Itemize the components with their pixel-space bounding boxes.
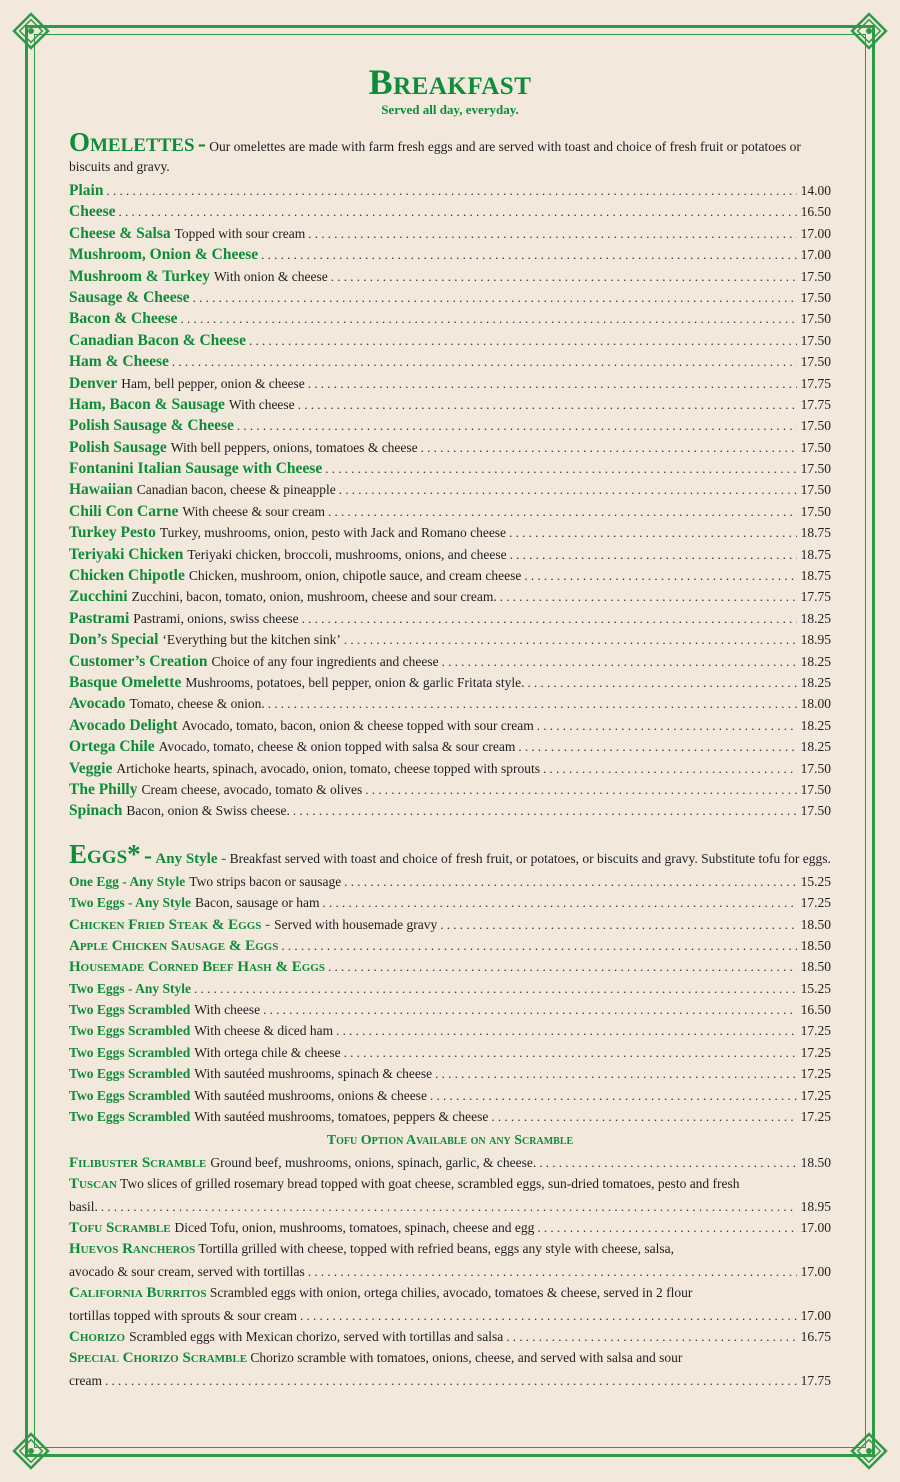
- dot-leader: [194, 981, 797, 997]
- menu-item: [69, 567, 831, 588]
- item-name: Chicken Chipotle: [69, 567, 185, 585]
- item-price: 17.25: [800, 1044, 831, 1060]
- menu-item: [69, 417, 831, 438]
- menu-item: [69, 332, 831, 353]
- item-price: 18.25: [800, 653, 831, 669]
- dot-leader: [181, 311, 797, 327]
- item-name: Hawaiian: [69, 481, 133, 499]
- item-description: Two strips bacon or sausage: [189, 873, 342, 889]
- item-price: 18.25: [800, 717, 831, 733]
- dot-leader: [344, 874, 796, 890]
- item-name: One Egg - Any Style: [69, 873, 186, 889]
- page-title: Breakfast: [368, 62, 532, 102]
- item-name: Tofu Scramble: [69, 1219, 171, 1236]
- item-name: Ham & Cheese: [69, 353, 169, 371]
- dot-leader: [421, 440, 797, 456]
- item-price: 18.50: [800, 959, 831, 975]
- menu-item: [69, 353, 831, 374]
- dot-leader: [528, 675, 797, 691]
- item-price: 17.25: [800, 1087, 831, 1103]
- dot-leader: [328, 504, 797, 520]
- menu-item: [69, 182, 831, 203]
- menu-item: [69, 802, 831, 823]
- item-description: Ham, bell pepper, onion & cheese: [121, 375, 305, 391]
- item-price: 17.00: [800, 1307, 831, 1323]
- omelettes-dash: -: [197, 131, 206, 157]
- menu-item: [69, 1326, 831, 1347]
- item-name: Bacon & Cheese: [69, 310, 178, 328]
- item-description: With ortega chile & cheese: [194, 1044, 341, 1060]
- item-price: 18.50: [800, 916, 831, 932]
- menu-item: [69, 310, 831, 331]
- item-name: Canadian Bacon & Cheese: [69, 331, 246, 349]
- dot-leader: [336, 1023, 796, 1039]
- item-description: Bacon, sausage or ham: [195, 895, 320, 911]
- corner-ornament-icon: [8, 8, 54, 54]
- menu-item: [69, 289, 831, 310]
- item-price: 17.25: [800, 1109, 831, 1125]
- item-price: 16.50: [800, 204, 831, 220]
- item-description: Chorizo scramble with tomatoes, onions, cheese, and served with salsa and sour: [250, 1350, 683, 1366]
- item-price: 18.75: [800, 568, 831, 584]
- dot-leader: [308, 1261, 797, 1282]
- menu-item: [69, 268, 831, 289]
- item-price: 17.50: [800, 289, 831, 305]
- item-description: Avocado, tomato, cheese & onion topped with salsa & sour cream: [158, 739, 516, 755]
- menu-item: [69, 375, 831, 396]
- dot-leader: [365, 782, 796, 798]
- item-price: 18.75: [800, 546, 831, 562]
- menu-item: [69, 781, 831, 802]
- item-price: 17.25: [800, 895, 831, 911]
- item-price: 17.50: [800, 781, 831, 797]
- dot-leader: [339, 482, 797, 498]
- item-description: With cheese: [228, 396, 295, 412]
- menu-item: [69, 981, 831, 1002]
- item-description-tail: basil.: [69, 1198, 98, 1214]
- item-price: 18.95: [800, 632, 831, 648]
- omelettes-list: [69, 182, 831, 824]
- menu-item: [69, 717, 831, 738]
- dot-leader: [263, 1002, 797, 1018]
- item-price: 17.50: [800, 439, 831, 455]
- item-name: The Philly: [69, 780, 138, 798]
- omelettes-title: Omelettes: [69, 127, 195, 157]
- item-description: Tomato, cheese & onion.: [129, 696, 265, 712]
- item-name: Chorizo: [69, 1328, 126, 1345]
- item-description: Mushrooms, potatoes, bell pepper, onion & garlic Fritata style.: [185, 674, 525, 690]
- item-price: 16.75: [800, 1328, 831, 1344]
- item-name: Cheese & Salsa: [69, 224, 171, 242]
- item-description: Ground beef, mushrooms, onions, spinach, garlic, & cheese.: [210, 1154, 537, 1170]
- menu-item: [69, 610, 831, 631]
- item-name: Pastrami: [69, 609, 130, 627]
- menu-item: [69, 1282, 831, 1326]
- item-name: Two Eggs - Any Style: [69, 895, 192, 911]
- item-description: Choice of any four ingredients and cheese: [211, 653, 439, 669]
- item-price: 15.25: [800, 980, 831, 996]
- dot-leader: [500, 589, 797, 605]
- dot-leader: [509, 525, 797, 541]
- menu-item: [69, 1088, 831, 1109]
- menu-item: [69, 460, 831, 481]
- dot-leader: [537, 718, 797, 734]
- item-price: 17.75: [800, 375, 831, 391]
- item-description: ‘Everything but the kitchen sink’: [162, 632, 341, 648]
- item-description: With sautéed mushrooms, spinach & cheese: [194, 1066, 433, 1082]
- item-name: California Burritos: [69, 1285, 207, 1302]
- menu-item: [69, 959, 831, 980]
- menu-item: [69, 439, 831, 460]
- item-description: Served with housemade gravy: [274, 916, 438, 932]
- dot-leader: [293, 803, 797, 819]
- dot-leader: [510, 547, 797, 563]
- dot-leader: [308, 226, 796, 242]
- item-name: Filibuster Scramble: [69, 1154, 207, 1171]
- item-name: Special Chorizo Scramble: [69, 1350, 248, 1367]
- menu-item: [69, 1045, 831, 1066]
- item-price: 17.75: [800, 1372, 831, 1388]
- item-name: Housemade Corned Beef Hash & Eggs: [69, 959, 325, 976]
- item-description: Scrambled eggs with onion, ortega chilies, avocado, tomatoes & cheese, served in 2 flour: [209, 1285, 693, 1301]
- item-description: With cheese & sour cream: [182, 503, 326, 519]
- item-name: Veggie: [69, 759, 113, 777]
- item-price: 18.25: [800, 674, 831, 690]
- dot-leader: [518, 739, 796, 755]
- item-name: Ortega Chile: [69, 738, 155, 756]
- item-description: Avocado, tomato, bacon, onion & cheese topped with sour cream: [181, 717, 534, 733]
- item-price: 18.25: [800, 610, 831, 626]
- item-description: With cheese & diced ham: [194, 1023, 334, 1039]
- dot-leader: [328, 959, 797, 975]
- item-price: 17.50: [800, 268, 831, 284]
- omelettes-header: [69, 127, 831, 177]
- item-name: Two Eggs Scrambled: [69, 1066, 191, 1082]
- menu-item: [69, 1152, 831, 1173]
- menu-item: [69, 938, 831, 959]
- menu-item: [69, 1066, 831, 1087]
- item-name: Plain: [69, 182, 104, 199]
- eggs-tag: Any Style -: [155, 850, 227, 867]
- menu-item: [69, 695, 831, 716]
- item-name: Turkey Pesto: [69, 524, 156, 542]
- item-price: 17.00: [800, 247, 831, 263]
- item-price: 17.50: [800, 482, 831, 498]
- dot-leader: [101, 1196, 797, 1217]
- tofu-note: Tofu Option Available on any Scramble: [326, 1133, 574, 1149]
- menu-item: [69, 481, 831, 502]
- menu-item: [69, 674, 831, 695]
- eggs-dash: -: [144, 842, 153, 869]
- dot-leader: [491, 1109, 796, 1125]
- item-name: Cheese: [69, 203, 116, 221]
- item-description: Pastrami, onions, swiss cheese: [133, 610, 299, 626]
- item-description-tail: tortillas topped with sprouts & sour cream: [69, 1307, 297, 1323]
- item-name: Two Eggs Scrambled: [69, 1023, 191, 1039]
- item-description: With cheese: [194, 1002, 261, 1018]
- dot-leader: [172, 354, 797, 370]
- dot-leader: [435, 1066, 796, 1082]
- menu-item: [69, 546, 831, 567]
- menu-item: [69, 1347, 831, 1391]
- item-price: 17.25: [800, 1023, 831, 1039]
- item-price: 15.25: [800, 873, 831, 889]
- dot-leader: [506, 1326, 796, 1347]
- menu-item: [69, 1109, 831, 1130]
- menu-item: [69, 524, 831, 545]
- dot-leader: [105, 1370, 797, 1391]
- item-name: Two Eggs Scrambled: [69, 1044, 191, 1060]
- dot-leader: [268, 696, 797, 712]
- dot-leader: [322, 895, 796, 911]
- menu-item: [69, 895, 831, 916]
- item-description: Zucchini, bacon, tomato, onion, mushroom, cheese and sour cream.: [131, 589, 497, 605]
- item-description: With sautéed mushrooms, onions & cheese: [194, 1087, 427, 1103]
- item-name: Zucchini: [69, 588, 128, 606]
- item-price: 17.50: [800, 332, 831, 348]
- item-description: With sautéed mushrooms, tomatoes, peppers & cheese: [194, 1109, 489, 1125]
- menu-item: [69, 1023, 831, 1044]
- item-description: Turkey, mushrooms, onion, pesto with Jack and Romano cheese: [159, 525, 507, 541]
- menu-item: [69, 1002, 831, 1023]
- scrambles-list: [69, 1152, 831, 1391]
- item-price: 17.50: [800, 311, 831, 327]
- item-description: Canadian bacon, cheese & pineapple: [136, 482, 336, 498]
- dot-leader: [440, 917, 796, 933]
- corner-ornament-icon: [8, 1428, 54, 1474]
- item-name: Two Eggs Scrambled: [69, 1087, 191, 1103]
- item-price: 16.50: [800, 1002, 831, 1018]
- item-name: Polish Sausage & Cheese: [69, 417, 234, 435]
- menu-item: [69, 396, 831, 417]
- menu-item: [69, 246, 831, 267]
- item-name: Apple Chicken Sausage & Eggs: [69, 937, 279, 954]
- menu-item: [69, 225, 831, 246]
- item-name: Avocado: [69, 695, 126, 713]
- item-description: With bell peppers, onions, tomatoes & cheese: [170, 439, 418, 455]
- dot-leader: [261, 247, 796, 263]
- item-name: Two Eggs Scrambled: [69, 1002, 191, 1018]
- dot-leader: [281, 938, 796, 954]
- dot-leader: [300, 1305, 797, 1326]
- item-description-tail: cream: [69, 1372, 102, 1388]
- item-name: Fontanini Italian Sausage with Cheese: [69, 460, 323, 478]
- dot-leader: [106, 183, 796, 199]
- item-description: Diced Tofu, onion, mushrooms, tomatoes, spinach, cheese and egg: [174, 1219, 535, 1235]
- item-price: 18.75: [800, 525, 831, 541]
- item-price: 18.95: [800, 1198, 831, 1214]
- item-name: Customer’s Creation: [69, 652, 208, 670]
- item-name: Chicken Fried Steak & Eggs -: [69, 916, 271, 933]
- item-price: 17.00: [800, 1263, 831, 1279]
- item-name: Two Eggs - Any Style: [69, 980, 192, 996]
- item-name: Tuscan: [69, 1176, 117, 1193]
- menu-item: [69, 588, 831, 609]
- omelettes-intro: Our omelettes are made with farm fresh eggs and are served with toast and choice of fresh fruit or potatoes or biscuits and gravy.: [69, 139, 801, 174]
- item-price: 14.00: [800, 183, 831, 198]
- menu-item: [69, 760, 831, 781]
- item-name: Don’s Special: [69, 631, 159, 649]
- dot-leader: [237, 418, 797, 434]
- eggs-list: [69, 874, 831, 1131]
- item-price: 18.50: [800, 1154, 831, 1170]
- dot-leader: [308, 376, 797, 392]
- menu-item: [69, 874, 831, 895]
- menu-item: [69, 1173, 831, 1217]
- item-name: Huevos Rancheros: [69, 1241, 196, 1258]
- dot-leader: [325, 461, 796, 477]
- menu-item: [69, 203, 831, 224]
- eggs-intro: Breakfast served with toast and choice of fresh fruit, or potatoes, or biscuits and gravy. Substitute tofu for eggs.: [229, 850, 831, 866]
- item-price: 17.25: [800, 1066, 831, 1082]
- item-price: 17.75: [800, 589, 831, 605]
- item-description: Topped with sour cream: [174, 225, 306, 241]
- menu-item: [69, 653, 831, 674]
- menu-item: [69, 738, 831, 759]
- item-description: Cream cheese, avocado, tomato & olives: [141, 781, 363, 797]
- dot-leader: [537, 1217, 796, 1238]
- dot-leader: [543, 761, 797, 777]
- corner-ornament-icon: [846, 1428, 892, 1474]
- item-name: Mushroom & Turkey: [69, 267, 210, 285]
- item-name: Teriyaki Chicken: [69, 545, 184, 563]
- dot-leader: [430, 1088, 797, 1104]
- item-name: Mushroom, Onion & Cheese: [69, 246, 259, 264]
- item-price: 17.50: [800, 803, 831, 819]
- item-name: Polish Sausage: [69, 438, 167, 456]
- page-subtitle: Served all day, everyday.: [381, 102, 519, 117]
- item-name: Sausage & Cheese: [69, 288, 190, 306]
- menu-item: [69, 917, 831, 938]
- item-name: Two Eggs Scrambled: [69, 1109, 191, 1125]
- item-name: Ham, Bacon & Sausage: [69, 395, 225, 413]
- dot-leader: [331, 269, 797, 285]
- item-price: 18.50: [800, 937, 831, 953]
- dot-leader: [442, 654, 797, 670]
- item-description: With onion & cheese: [213, 268, 328, 284]
- eggs-header: [69, 838, 831, 869]
- menu-item: [69, 503, 831, 524]
- item-description: Chicken, mushroom, onion, chipotle sauce, and cream cheese: [188, 568, 522, 584]
- item-description-tail: avocado & sour cream, served with tortillas: [69, 1263, 305, 1279]
- item-price: 17.00: [800, 1219, 831, 1235]
- menu-item: [69, 1238, 831, 1282]
- dot-leader: [302, 611, 797, 627]
- dot-leader: [249, 333, 797, 349]
- dot-leader: [539, 1152, 796, 1173]
- dot-leader: [193, 290, 797, 306]
- item-description: Teriyaki chicken, broccoli, mushrooms, onions, and cheese: [187, 546, 507, 562]
- item-description: Two slices of grilled rosemary bread topped with goat cheese, scrambled eggs, sun-dried tomatoes, pesto and fresh: [120, 1176, 740, 1192]
- item-price: 17.50: [800, 354, 831, 370]
- item-price: 18.00: [800, 696, 831, 712]
- item-price: 17.50: [800, 503, 831, 519]
- item-name: Denver: [69, 374, 118, 392]
- item-price: 17.50: [800, 461, 831, 477]
- item-description: Tortilla grilled with cheese, topped with refried beans, eggs any style with cheese, salsa,: [198, 1241, 674, 1257]
- item-price: 17.00: [800, 225, 831, 241]
- item-name: Chili Con Carne: [69, 502, 179, 520]
- item-description: Artichoke hearts, spinach, avocado, onion, tomato, cheese topped with sprouts: [116, 760, 540, 776]
- item-name: Avocado Delight: [69, 716, 178, 734]
- dot-leader: [119, 204, 797, 220]
- dot-leader: [298, 397, 797, 413]
- eggs-title: Eggs*: [69, 838, 141, 869]
- item-description: Bacon, onion & Swiss cheese.: [126, 803, 290, 819]
- item-price: 17.50: [800, 760, 831, 776]
- item-description: Scrambled eggs with Mexican chorizo, served with tortillas and salsa: [129, 1328, 504, 1344]
- item-name: Basque Omelette: [69, 673, 182, 691]
- dot-leader: [524, 568, 796, 584]
- dot-leader: [344, 632, 797, 648]
- item-name: Spinach: [69, 802, 123, 820]
- menu-item: [69, 1217, 831, 1238]
- item-price: 18.25: [800, 739, 831, 755]
- item-price: 17.50: [800, 418, 831, 434]
- dot-leader: [344, 1045, 797, 1061]
- item-price: 17.75: [800, 396, 831, 412]
- menu-item: [69, 631, 831, 652]
- corner-ornament-icon: [846, 8, 892, 54]
- menu-content: [69, 62, 831, 1391]
